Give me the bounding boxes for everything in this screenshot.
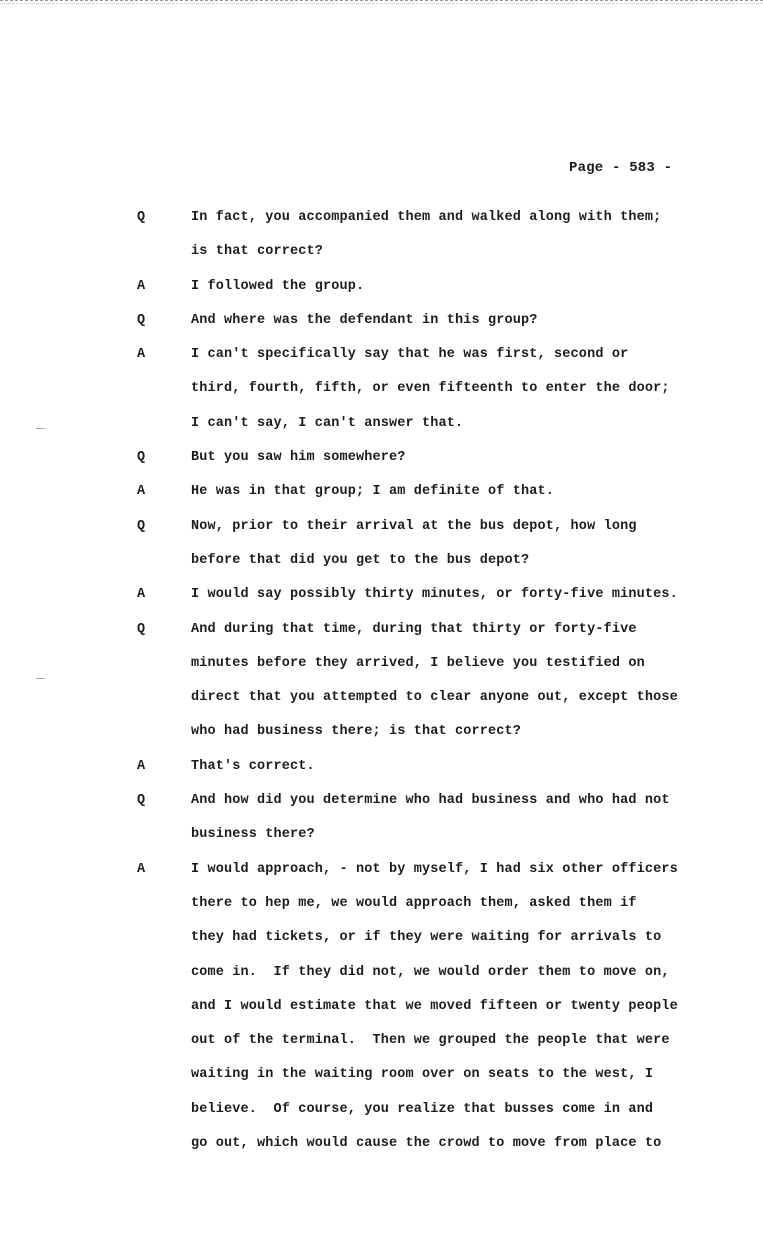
speaker-label: A <box>137 278 146 294</box>
answer-entry <box>0 347 763 450</box>
speaker-label: A <box>137 484 146 500</box>
speaker-label: Q <box>137 450 146 466</box>
question-entry <box>0 519 763 588</box>
testimony-line: minutes before they arrived, I believe you testified on <box>191 655 645 671</box>
speaker-label: A <box>137 587 146 603</box>
testimony-line: and I would estimate that we moved fifteen or twenty people <box>191 998 678 1014</box>
testimony-line: direct that you attempted to clear anyone out, except those <box>191 690 678 706</box>
testimony-line: And during that time, during that thirty or forty-five <box>191 621 637 637</box>
testimony-line: I can't say, I can't answer that. <box>191 415 464 431</box>
scan-top-edge <box>0 0 763 4</box>
question-entry <box>0 313 763 347</box>
testimony-line: who had business there; is that correct? <box>191 724 522 740</box>
testimony-line: out of the terminal. Then we grouped the people that were <box>191 1033 670 1049</box>
testimony-line: third, fourth, fifth, or even fifteenth to enter the door; <box>191 381 670 397</box>
testimony-line: they had tickets, or if they were waiting for arrivals to <box>191 930 662 946</box>
question-entry <box>0 450 763 484</box>
question-entry <box>0 210 763 279</box>
testimony-line: come in. If they did not, we would order them to move on, <box>191 964 670 980</box>
testimony-line: I would approach, - not by myself, I had six other officers <box>191 861 678 877</box>
testimony-line: That's correct. <box>191 758 315 774</box>
answer-entry <box>0 484 763 518</box>
testimony-line: I followed the group. <box>191 278 365 294</box>
question-entry <box>0 622 763 759</box>
page-number: Page - 583 - <box>569 160 673 176</box>
testimony-line: business there? <box>191 827 315 843</box>
testimony-line: before that did you get to the bus depot? <box>191 552 530 568</box>
answer-entry <box>0 862 763 1171</box>
testimony-line: Now, prior to their arrival at the bus depot, how long <box>191 518 637 534</box>
testimony-line: I can't specifically say that he was first, second or <box>191 347 629 363</box>
testimony-line: I would say possibly thirty minutes, or forty-five minutes. <box>191 587 678 603</box>
testimony-line: waiting in the waiting room over on seats to the west, I <box>191 1067 654 1083</box>
speaker-label: Q <box>137 621 146 637</box>
speaker-label: Q <box>137 518 146 534</box>
speaker-label: A <box>137 758 146 774</box>
speaker-label: A <box>137 861 146 877</box>
testimony-line: In fact, you accompanied them and walked along with them; <box>191 210 662 225</box>
answer-entry <box>0 587 763 621</box>
speaker-label: A <box>137 347 146 363</box>
testimony-line: But you saw him somewhere? <box>191 450 406 466</box>
answer-entry <box>0 759 763 793</box>
speaker-label: Q <box>137 210 146 225</box>
testimony-line: And how did you determine who had business and who had not <box>191 793 670 809</box>
testimony-line: He was in that group; I am definite of that. <box>191 484 555 500</box>
testimony-line: is that correct? <box>191 244 324 260</box>
testimony-line: go out, which would cause the crowd to move from place to <box>191 1136 662 1152</box>
testimony-line: And where was the defendant in this group? <box>191 312 538 328</box>
speaker-label: Q <box>137 312 146 328</box>
speaker-label: Q <box>137 793 146 809</box>
testimony-line: there to hep me, we would approach them, asked them if <box>191 895 637 911</box>
answer-entry <box>0 279 763 313</box>
question-entry <box>0 793 763 862</box>
testimony-line: believe. Of course, you realize that busses come in and <box>191 1101 654 1117</box>
